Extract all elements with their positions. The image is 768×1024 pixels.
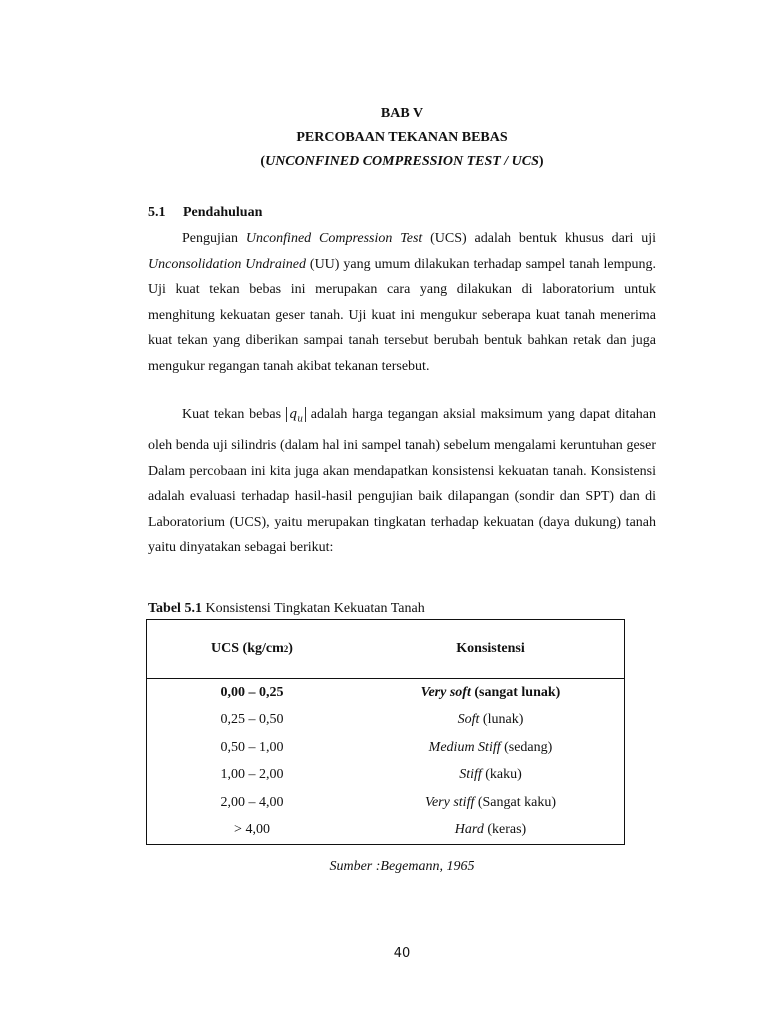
table-body: [147, 679, 624, 844]
subtitle-text: UNCONFINED COMPRESSION TEST / UCS: [265, 154, 539, 169]
qu-symbol: [286, 407, 306, 425]
qu-symbol-sub: u: [297, 414, 303, 425]
row-term: Stiff: [459, 767, 482, 783]
paragraph-intro: [148, 226, 656, 379]
para2-text-1: Kuat tekan bebas: [182, 407, 286, 422]
para2-text-2: adalah harga tegangan aksial maksimum yang dapat ditahan oleh benda uji silindris (dalam hal ini sampel tanah) sebelum mengalami keruntuhan geser Dalam percobaan ini kita juga akan mendapatkan konsistensi kekuatan tanah. Konsistensi adalah evaluasi terhadap hasil-hasil pengujian baik dilapangan (sondir dan SPT) dan di Laboratorium (UCS), yaitu merupakan tingkatan terhadap kekuatan (daya dukung) tanah yaitu dinyatakan sebagai berikut:: [148, 407, 656, 556]
row-term: Hard: [454, 822, 484, 838]
table-row: [147, 707, 624, 735]
row-term: Very soft: [420, 684, 471, 700]
para1-term-uu: Unconsolidation Undrained: [148, 256, 306, 272]
row-desc: (sedang): [500, 739, 553, 755]
section-heading: [148, 205, 262, 221]
section-title: Pendahuluan: [183, 205, 263, 220]
chapter-label: BAB V: [380, 106, 424, 121]
para1-text-3: (UU) yang umum dilakukan terhadap sampel tanah lempung. Uji kuat tekan bebas ini merupakan cara yang dilakukan di laboratorium untuk menghitung kekuatan geser tanah. Uji kuat ini mengukur seberapa kuat tanah menerima kuat tekan yang diberikan sampai tanah tersebut berubah bentuk bahkan retak dan juga mengukur regangan tanah akibat tekanan tersebut.: [148, 256, 656, 374]
table-header: [147, 620, 624, 679]
row-desc: (Sangat kaku): [474, 794, 557, 810]
table-source: Sumber :Begemann, 1965: [329, 859, 475, 874]
paragraph-kuat-tekan: [148, 402, 656, 561]
row-desc: (sangat lunak): [470, 684, 561, 700]
subtitle-close-paren: ): [538, 154, 544, 169]
consistency-table: [146, 619, 625, 845]
row-konsistensi: [357, 795, 624, 811]
para1-text-2: (UCS) adalah bentuk khusus dari uji: [422, 231, 657, 246]
header-ucs-sup: 2: [283, 644, 289, 654]
row-term: Medium Stiff: [428, 739, 501, 755]
page-number: 40: [393, 946, 411, 961]
subtitle-open-paren: (: [260, 154, 266, 169]
row-ucs: 1,00 – 2,00: [220, 767, 284, 783]
chapter-subtitle: [148, 154, 656, 170]
row-term: Soft: [457, 712, 480, 728]
row-konsistensi: [357, 740, 624, 756]
row-konsistensi: [357, 767, 624, 783]
table-row: [147, 789, 624, 817]
table-row: [147, 679, 624, 707]
row-ucs: 2,00 – 4,00: [220, 794, 284, 810]
row-konsistensi: [357, 822, 624, 838]
table-caption-text: Konsistensi Tingkatan Kekuatan Tanah: [201, 601, 425, 616]
table-caption: [148, 601, 425, 617]
para1-text-1: Pengujian: [182, 231, 246, 246]
row-desc: (keras): [483, 822, 527, 838]
table-caption-label: Tabel 5.1: [148, 601, 202, 616]
row-konsistensi: [357, 685, 624, 701]
row-ucs: 0,50 – 1,00: [220, 739, 284, 755]
row-ucs: 0,25 – 0,50: [220, 712, 284, 728]
row-konsistensi: [357, 712, 624, 728]
header-ucs: [147, 620, 357, 678]
row-ucs: > 4,00: [234, 822, 270, 838]
row-term: Very stiff: [424, 794, 475, 810]
header-ucs-close: ): [288, 641, 293, 656]
para1-term-ucs: Unconfined Compression Test: [245, 231, 423, 246]
table-row: [147, 762, 624, 790]
header-konsistensi: Konsistensi: [456, 641, 525, 656]
section-number: 5.1: [148, 205, 166, 220]
row-desc: (kaku): [481, 767, 522, 783]
table-row: [147, 734, 624, 762]
qu-symbol-q: q: [288, 407, 298, 422]
header-ucs-text: UCS (kg/cm: [211, 641, 284, 656]
chapter-title: PERCOBAAN TEKANAN BEBAS: [296, 130, 508, 145]
row-desc: (lunak): [479, 712, 524, 728]
table-row: [147, 817, 624, 845]
row-ucs: 0,00 – 0,25: [220, 684, 284, 700]
